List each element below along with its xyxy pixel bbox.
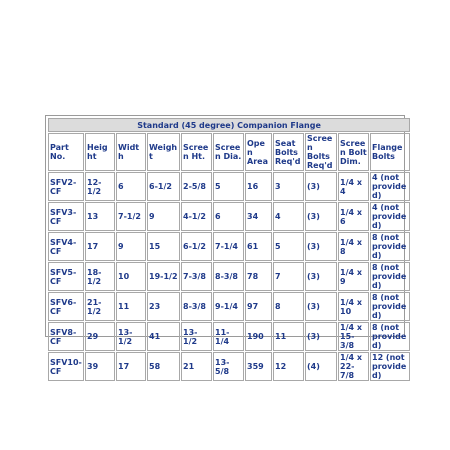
- flange-spec-table: [47, 117, 411, 382]
- header-flange-bolts: Flange Bolts: [370, 133, 410, 171]
- cell-screen-ht: 6-1/2: [181, 232, 212, 261]
- cell-screen-bolts: (3): [305, 202, 337, 231]
- cell-height: 12-1/2: [85, 172, 115, 201]
- cell-seat-bolts: 7: [273, 262, 304, 291]
- cell-weight: 9: [147, 202, 180, 231]
- cell-flange-bolts: 8 (not provided): [370, 262, 410, 291]
- header-height: Height: [85, 133, 115, 171]
- header-row: [48, 133, 410, 171]
- cell-flange-bolts: 8 (not provided): [370, 322, 410, 351]
- cell-screen-bolts: (3): [305, 292, 337, 321]
- cell-screen-dia: 7-1/4: [213, 232, 244, 261]
- table-row: [48, 202, 410, 231]
- cell-screen-dia: 9-1/4: [213, 292, 244, 321]
- cell-width: 10: [116, 262, 146, 291]
- cell-screen-bolt-dim: 1/4 x 10: [338, 292, 369, 321]
- table-row: [48, 262, 410, 291]
- cell-open-area: 16: [245, 172, 272, 201]
- header-seat-bolts: Seat Bolts Req'd: [273, 133, 304, 171]
- cell-flange-bolts: 12 (not provided): [370, 352, 410, 381]
- cell-open-area: 359: [245, 352, 272, 381]
- table-row: [48, 292, 410, 321]
- cell-seat-bolts: 5: [273, 232, 304, 261]
- header-screen-dia: Screen Dia.: [213, 133, 244, 171]
- table-row: [48, 232, 410, 261]
- cell-seat-bolts: 3: [273, 172, 304, 201]
- cell-height: 39: [85, 352, 115, 381]
- cell-screen-dia: 13-5/8: [213, 352, 244, 381]
- cell-screen-ht: 13-1/2: [181, 322, 212, 351]
- cell-seat-bolts: 11: [273, 322, 304, 351]
- cell-width: 13-1/2: [116, 322, 146, 351]
- cell-seat-bolts: 12: [273, 352, 304, 381]
- cell-screen-ht: 8-3/8: [181, 292, 212, 321]
- cell-weight: 58: [147, 352, 180, 381]
- cell-screen-bolts: (3): [305, 262, 337, 291]
- cell-width: 9: [116, 232, 146, 261]
- cell-screen-bolts: (3): [305, 172, 337, 201]
- cell-height: 17: [85, 232, 115, 261]
- cell-flange-bolts: 4 (not provided): [370, 172, 410, 201]
- table-title: Standard (45 degree) Companion Flange: [48, 118, 410, 132]
- header-weight: Weight: [147, 133, 180, 171]
- cell-weight: 15: [147, 232, 180, 261]
- cell-screen-ht: 2-5/8: [181, 172, 212, 201]
- cell-screen-dia: 6: [213, 202, 244, 231]
- cell-seat-bolts: 4: [273, 202, 304, 231]
- cell-open-area: 190: [245, 322, 272, 351]
- cell-flange-bolts: 8 (not provided): [370, 232, 410, 261]
- cell-part-no: SFV6-CF: [48, 292, 84, 321]
- cell-part-no: SFV4-CF: [48, 232, 84, 261]
- cell-width: 11: [116, 292, 146, 321]
- cell-part-no: SFV5-CF: [48, 262, 84, 291]
- table-row: [48, 322, 410, 351]
- cell-screen-bolts: (3): [305, 232, 337, 261]
- cell-open-area: 34: [245, 202, 272, 231]
- header-screen-bolts: Screen Bolts Req'd: [305, 133, 337, 171]
- header-screen-bolt-dim: Screen Bolt Dim.: [338, 133, 369, 171]
- cell-open-area: 97: [245, 292, 272, 321]
- cell-screen-bolt-dim: 1/4 x 6: [338, 202, 369, 231]
- cell-width: 6: [116, 172, 146, 201]
- cell-open-area: 78: [245, 262, 272, 291]
- cell-height: 18-1/2: [85, 262, 115, 291]
- cell-part-no: SFV8-CF: [48, 322, 84, 351]
- cell-screen-dia: 11-1/4: [213, 322, 244, 351]
- flange-spec-table-frame: [45, 115, 407, 380]
- cell-weight: 19-1/2: [147, 262, 180, 291]
- cell-seat-bolts: 8: [273, 292, 304, 321]
- cell-open-area: 61: [245, 232, 272, 261]
- cell-screen-ht: 21: [181, 352, 212, 381]
- header-part-no: Part No.: [48, 133, 84, 171]
- cell-screen-bolt-dim: 1/4 x 9: [338, 262, 369, 291]
- cell-weight: 41: [147, 322, 180, 351]
- cell-screen-bolts: (3): [305, 322, 337, 351]
- cell-height: 29: [85, 322, 115, 351]
- cell-screen-dia: 8-3/8: [213, 262, 244, 291]
- cell-height: 13: [85, 202, 115, 231]
- cell-part-no: SFV3-CF: [48, 202, 84, 231]
- cell-width: 7-1/2: [116, 202, 146, 231]
- cell-part-no: SFV2-CF: [48, 172, 84, 201]
- table-row: [48, 352, 410, 381]
- cell-screen-ht: 7-3/8: [181, 262, 212, 291]
- header-width: Width: [116, 133, 146, 171]
- cell-screen-ht: 4-1/2: [181, 202, 212, 231]
- table-row: [48, 172, 410, 201]
- cell-width: 17: [116, 352, 146, 381]
- cell-screen-bolt-dim: 1/4 x 8: [338, 232, 369, 261]
- header-screen-ht: Screen Ht.: [181, 133, 212, 171]
- cell-screen-bolt-dim: 1/4 x 4: [338, 172, 369, 201]
- cell-screen-bolt-dim: 1/4 x 22-7/8: [338, 352, 369, 381]
- cell-flange-bolts: 4 (not provided): [370, 202, 410, 231]
- cell-flange-bolts: 8 (not provided): [370, 292, 410, 321]
- cell-screen-dia: 5: [213, 172, 244, 201]
- cell-weight: 6-1/2: [147, 172, 180, 201]
- cell-weight: 23: [147, 292, 180, 321]
- header-open-area: Open Area: [245, 133, 272, 171]
- cell-height: 21-1/2: [85, 292, 115, 321]
- cell-screen-bolt-dim: 1/4 x 15-3/8: [338, 322, 369, 351]
- cell-screen-bolts: (4): [305, 352, 337, 381]
- cell-part-no: SFV10-CF: [48, 352, 84, 381]
